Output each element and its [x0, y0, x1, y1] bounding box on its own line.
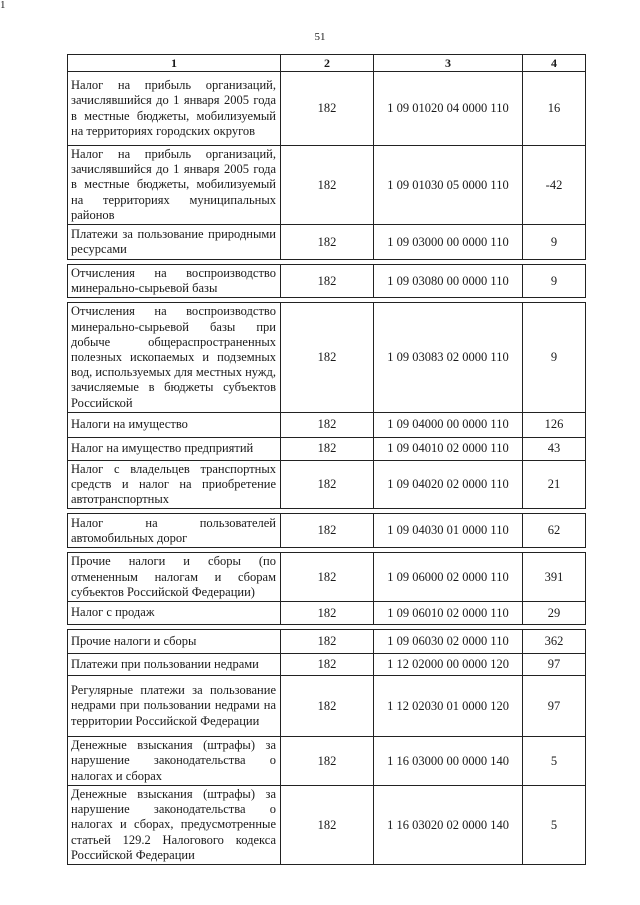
row-name: Платежи за пользование природными ресурсами: [68, 225, 281, 260]
row-admin-code: 182: [281, 72, 374, 146]
row-amount: 9: [523, 225, 586, 260]
page-number: 51: [314, 31, 326, 43]
table-row: [68, 654, 586, 676]
row-name: Денежные взыскания (штрафы) за нарушение законодательства о налогах и сборах, предусмотренные статьей 129.2 Налогового кодекса Российской Федерации: [68, 786, 281, 865]
row-amount: 5: [523, 786, 586, 865]
row-admin-code: 182: [281, 303, 374, 412]
row-budget-code: 1 09 03080 00 0000 110: [374, 265, 523, 298]
table-row: [68, 460, 586, 509]
row-amount: 16: [523, 72, 586, 146]
table-row: [68, 676, 586, 737]
column-header-4: 4: [523, 55, 586, 72]
row-amount: 97: [523, 676, 586, 737]
row-amount: 29: [523, 602, 586, 625]
row-budget-code: 1 12 02000 00 0000 120: [374, 654, 523, 676]
row-name: Налог на пользователей автомобильных дорог: [68, 514, 281, 548]
row-admin-code: 182: [281, 602, 374, 625]
row-amount: 43: [523, 437, 586, 460]
table-row: [68, 146, 586, 225]
row-name: Налог с продаж: [68, 602, 281, 625]
row-budget-code: 1 09 04020 02 0000 110: [374, 460, 523, 509]
row-budget-code: 1 12 02030 01 0000 120: [374, 676, 523, 737]
row-admin-code: 182: [281, 514, 374, 548]
row-budget-code: 1 09 03000 00 0000 110: [374, 225, 523, 260]
row-name: Налог с владельцев транспортных средств и налог на приобретение автотранспортных: [68, 460, 281, 509]
row-amount: 5: [523, 737, 586, 786]
row-budget-code: 1 09 01030 05 0000 110: [374, 146, 523, 225]
table-header-row: [68, 55, 586, 72]
column-header-3: 3: [374, 55, 523, 72]
row-budget-code: 1 09 01020 04 0000 110: [374, 72, 523, 146]
row-budget-code: 1 09 06030 02 0000 110: [374, 630, 523, 654]
row-amount: 391: [523, 553, 586, 602]
table-row: [68, 630, 586, 654]
table-row: [68, 437, 586, 460]
table-row: [68, 514, 586, 548]
row-budget-code: 1 09 04030 01 0000 110: [374, 514, 523, 548]
row-amount: 9: [523, 265, 586, 298]
row-name: Регулярные платежи за пользование недрами при пользовании недрами на территории Российской Федерации: [68, 676, 281, 737]
row-budget-code: 1 09 04010 02 0000 110: [374, 437, 523, 460]
table-row: [68, 412, 586, 437]
row-admin-code: 182: [281, 460, 374, 509]
row-amount: 97: [523, 654, 586, 676]
row-admin-code: 182: [281, 437, 374, 460]
row-name: Платежи при пользовании недрами: [68, 654, 281, 676]
row-amount: 62: [523, 514, 586, 548]
table-row: [68, 786, 586, 865]
row-admin-code: 182: [281, 553, 374, 602]
row-admin-code: 182: [281, 412, 374, 437]
row-admin-code: 182: [281, 654, 374, 676]
row-name: Налоги на имущество: [68, 412, 281, 437]
row-admin-code: 182: [281, 630, 374, 654]
corner-mark: 1: [0, 0, 6, 11]
row-name: Прочие налоги и сборы: [68, 630, 281, 654]
table-row: [68, 225, 586, 260]
row-budget-code: 1 09 06010 02 0000 110: [374, 602, 523, 625]
row-budget-code: 1 16 03000 00 0000 140: [374, 737, 523, 786]
row-name: Налог на прибыль организаций, зачислявшийся до 1 января 2005 года в местные бюджеты, мобилизуемый на территориях муниципальных районов: [68, 146, 281, 225]
row-budget-code: 1 09 03083 02 0000 110: [374, 303, 523, 412]
table-row: [68, 737, 586, 786]
row-amount: 126: [523, 412, 586, 437]
row-amount: 362: [523, 630, 586, 654]
row-amount: 21: [523, 460, 586, 509]
row-admin-code: 182: [281, 225, 374, 260]
row-amount: -42: [523, 146, 586, 225]
row-name: Налог на прибыль организаций, зачислявшийся до 1 января 2005 года в местные бюджеты, мобилизуемый на территориях городских округов: [68, 72, 281, 146]
row-name: Прочие налоги и сборы (по отмененным налогам и сборам субъектов Российской Федерации): [68, 553, 281, 602]
row-admin-code: 182: [281, 146, 374, 225]
row-name: Денежные взыскания (штрафы) за нарушение законодательства о налогах и сборах: [68, 737, 281, 786]
row-budget-code: 1 09 04000 00 0000 110: [374, 412, 523, 437]
row-name: Отчисления на воспроизводство минерально-сырьевой базы: [68, 265, 281, 298]
table-row: [68, 602, 586, 625]
row-amount: 9: [523, 303, 586, 412]
row-admin-code: 182: [281, 676, 374, 737]
column-header-1: 1: [68, 55, 281, 72]
table-row: [68, 553, 586, 602]
row-name: Отчисления на воспроизводство минерально-сырьевой базы при добыче общераспространенных полезных ископаемых и подземных вод, используемых для местных нужд, зачисляемые в бюджеты субъектов Российской: [68, 303, 281, 412]
table-row: [68, 303, 586, 412]
column-header-2: 2: [281, 55, 374, 72]
row-admin-code: 182: [281, 786, 374, 865]
revenue-table: [67, 54, 586, 865]
row-admin-code: 182: [281, 737, 374, 786]
row-name: Налог на имущество предприятий: [68, 437, 281, 460]
row-budget-code: 1 09 06000 02 0000 110: [374, 553, 523, 602]
table-row: [68, 265, 586, 298]
row-admin-code: 182: [281, 265, 374, 298]
table-row: [68, 72, 586, 146]
row-budget-code: 1 16 03020 02 0000 140: [374, 786, 523, 865]
